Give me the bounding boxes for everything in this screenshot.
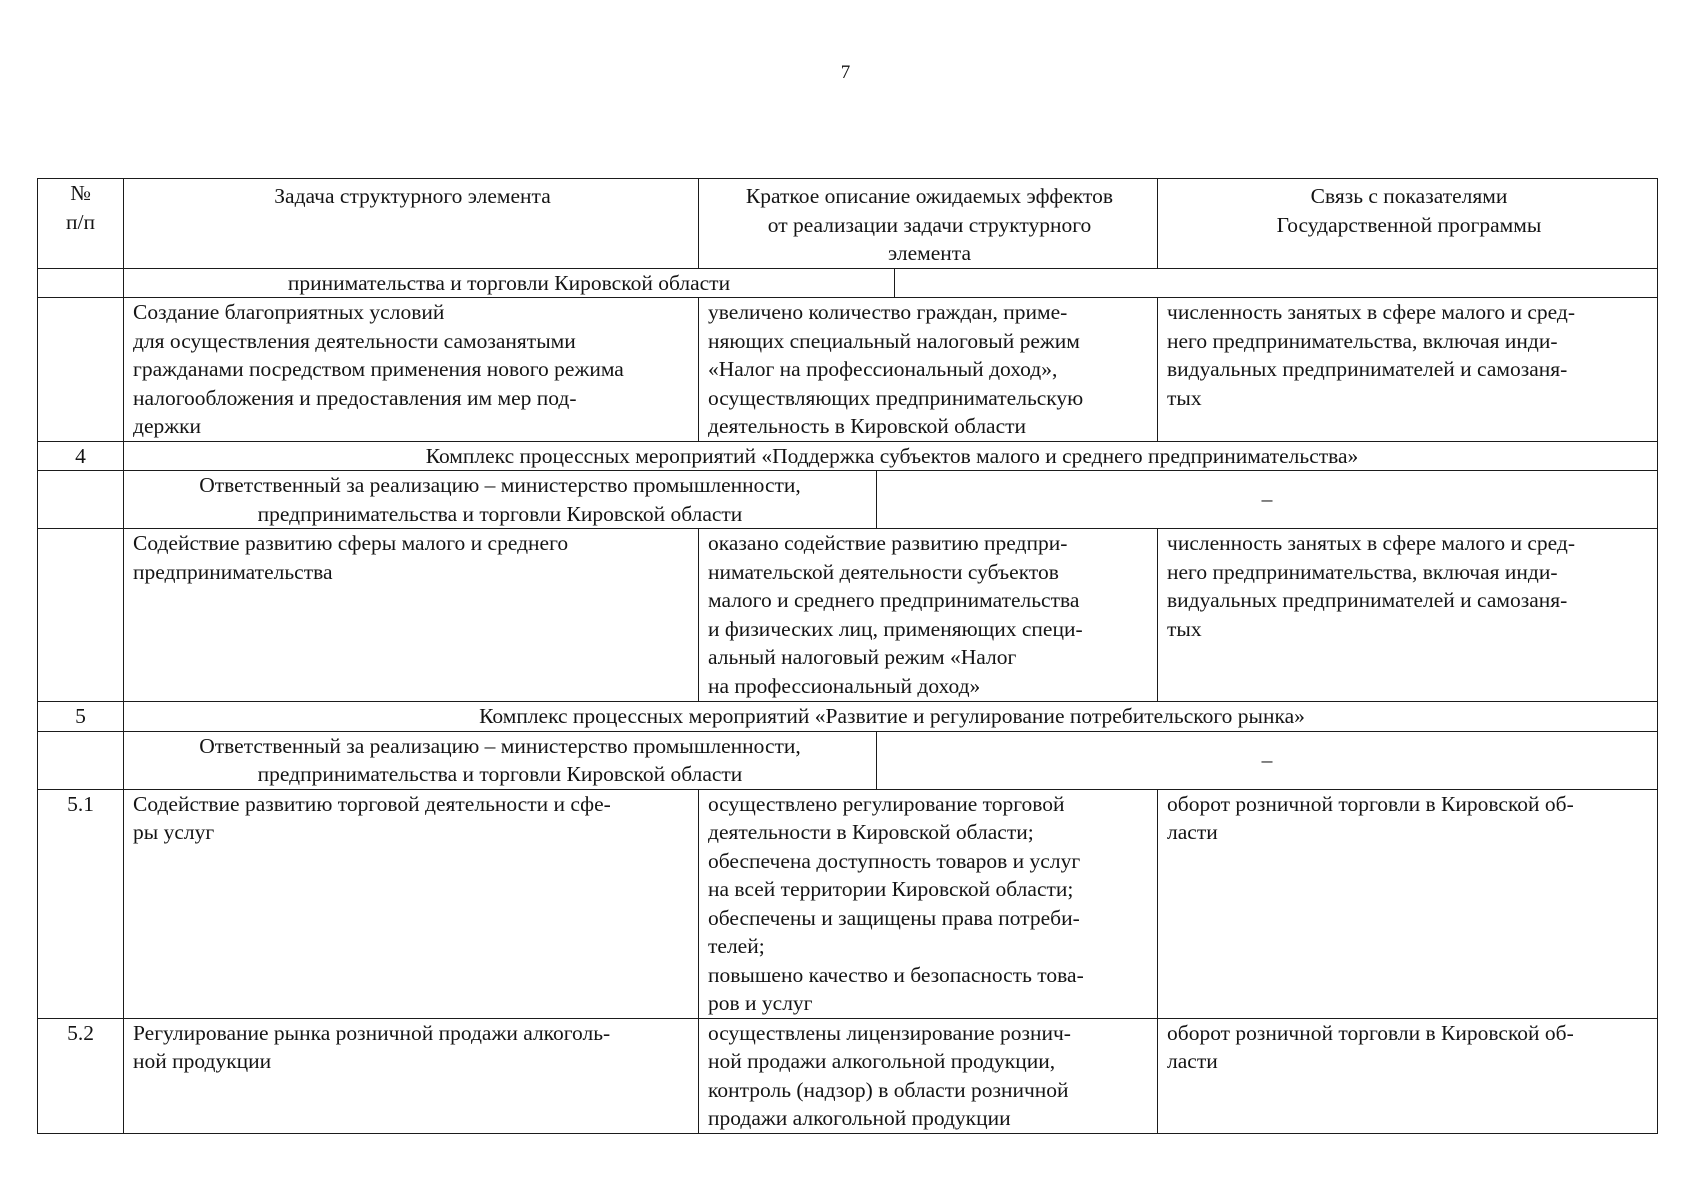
responsible-line: Ответственный за реализацию – министерство промышленности, (199, 473, 801, 497)
row-num-cell (38, 268, 124, 298)
link-cell (1158, 789, 1658, 1018)
header-task (124, 179, 699, 269)
header-task-text: Задача структурного элемента (274, 184, 551, 208)
link-line: оборот розничной торговли в Кировской об- (1167, 791, 1574, 816)
effects-line: обеспечены и защищены права потреби- (708, 905, 1080, 930)
effects-line: на всей территории Кировской области; (708, 877, 1074, 901)
link-cell (1158, 1018, 1658, 1133)
responsible-line: предпринимательства и торговли Кировской области (257, 501, 743, 526)
row-num-cell (38, 731, 124, 789)
row-num-cell (38, 471, 124, 529)
table-header-row (38, 179, 1658, 269)
effects-line: увеличено количество граждан, приме- (708, 300, 1068, 324)
effects-line: оказано содействие развитию предпри- (708, 531, 1068, 555)
table-row (38, 268, 1658, 298)
row-num-cell: 5.2 (38, 1018, 124, 1133)
effects-line: обеспечена доступность товаров и услуг (708, 848, 1081, 873)
link-cell (1158, 529, 1658, 702)
link-line: него предпринимательства, включая инди- (1167, 559, 1558, 584)
header-num-line: № (70, 181, 91, 205)
effects-line: повышено качество и безопасность това- (708, 962, 1084, 987)
effects-line: ров и услуг (708, 991, 813, 1015)
link-line: численность занятых в сфере малого и сред- (1167, 531, 1576, 555)
table-row (38, 789, 1658, 1018)
task-line: ры услуг (133, 820, 215, 844)
effects-line: малого и среднего предпринимательства (708, 588, 1080, 612)
task-line: Содействие развитию сферы малого и среднего (133, 531, 569, 555)
effects-line: контроль (надзор) в области розничной (708, 1077, 1069, 1102)
effects-line: продажи алкогольной продукции (708, 1106, 1011, 1130)
task-cell (124, 298, 699, 442)
header-link-line: Государственной программы (1276, 212, 1542, 237)
task-line: налогообложения и предоставления им мер под- (133, 385, 577, 410)
link-line: него предпринимательства, включая инди- (1167, 328, 1558, 353)
link-line: тых (1167, 385, 1202, 410)
task-line: Содействие развитию торговой деятельности и сфе- (133, 791, 611, 816)
effects-cell (699, 298, 1158, 442)
link-line: ласти (1167, 1049, 1218, 1073)
responsible-line: предпринимательства и торговли Кировской области (257, 762, 743, 786)
continuation-split (124, 269, 1657, 298)
responsible-text (124, 471, 877, 528)
link-line: ласти (1167, 820, 1218, 844)
task-cell (124, 1018, 699, 1133)
table-row (38, 1018, 1658, 1133)
effects-cell (699, 529, 1158, 702)
continuation-text: принимательства и торговли Кировской области (124, 269, 895, 298)
task-line: ной продукции (133, 1049, 272, 1073)
section-num: 5 (38, 702, 124, 732)
effects-line: на профессиональный доход» (708, 673, 981, 698)
effects-line: осуществляющих предпринимательскую (708, 385, 1084, 410)
effects-line: деятельность в Кировской области (708, 414, 1027, 438)
effects-line: няющих специальный налоговый режим (708, 328, 1080, 353)
header-link-line: Связь с показателями (1310, 184, 1508, 208)
responsible-split (124, 732, 1657, 789)
section-title: Комплекс процессных мероприятий «Развитие и регулирование потребительского рынка» (124, 702, 1658, 732)
row-num-cell: 5.1 (38, 789, 124, 1018)
header-link (1158, 179, 1658, 269)
link-line: видуальных предпринимателей и самозаня- (1167, 357, 1568, 381)
responsible-link: – (1261, 487, 1273, 512)
task-line: Регулирование рынка розничной продажи алкоголь- (133, 1020, 611, 1045)
continuation-cell (124, 268, 1658, 298)
task-line: держки (133, 414, 202, 438)
effects-line: деятельности в Кировской области; (708, 820, 1034, 844)
header-effects (699, 179, 1158, 269)
row-num-cell (38, 529, 124, 702)
header-num (38, 179, 124, 269)
table-row (38, 529, 1658, 702)
effects-line: осуществлено регулирование торговой (708, 791, 1065, 816)
section-row (38, 702, 1658, 732)
effects-line: ной продажи алкогольной продукции, (708, 1049, 1056, 1073)
responsible-cell (124, 471, 1658, 529)
link-line: тых (1167, 616, 1202, 641)
responsible-split (124, 471, 1657, 528)
task-line: предпринимательства (133, 559, 333, 584)
header-effects-line: Краткое описание ожидаемых эффектов (745, 184, 1114, 208)
responsible-row (38, 731, 1658, 789)
continuation-empty (895, 269, 1657, 298)
task-line: для осуществления деятельности самозанятыми (133, 328, 576, 353)
effects-line: альный налоговый режим «Налог (708, 645, 1017, 669)
header-effects-line: элемента (888, 241, 971, 265)
link-cell (1158, 298, 1658, 442)
effects-cell (699, 789, 1158, 1018)
section-num: 4 (38, 441, 124, 471)
program-table (37, 178, 1658, 1134)
header-num-line: п/п (66, 209, 95, 234)
effects-cell (699, 1018, 1158, 1133)
row-num-cell (38, 298, 124, 442)
responsible-cell (124, 731, 1658, 789)
header-effects-line: от реализации задачи структурного (767, 212, 1092, 237)
effects-line: осуществлены лицензирование рознич- (708, 1020, 1071, 1045)
page-number: 7 (840, 62, 851, 83)
responsible-row (38, 471, 1658, 529)
task-line: гражданами посредством применения нового режима (133, 357, 624, 381)
task-line: Создание благоприятных условий (133, 300, 445, 324)
effects-line: и физических лиц, применяющих специ- (708, 616, 1083, 641)
table-row (38, 298, 1658, 442)
responsible-link: – (1261, 747, 1273, 772)
task-cell (124, 529, 699, 702)
task-cell (124, 789, 699, 1018)
effects-line: нимательской деятельности субъектов (708, 559, 1059, 584)
effects-line: «Налог на профессиональный доход», (708, 357, 1058, 381)
section-title: Комплекс процессных мероприятий «Поддержка субъектов малого и среднего предпринимательства» (124, 441, 1658, 471)
link-line: численность занятых в сфере малого и сред- (1167, 300, 1576, 324)
responsible-text (124, 732, 877, 789)
responsible-line: Ответственный за реализацию – министерство промышленности, (199, 733, 801, 758)
link-line: оборот розничной торговли в Кировской об- (1167, 1020, 1574, 1045)
link-line: видуальных предпринимателей и самозаня- (1167, 588, 1568, 612)
effects-line: телей; (708, 934, 765, 958)
section-row (38, 441, 1658, 471)
